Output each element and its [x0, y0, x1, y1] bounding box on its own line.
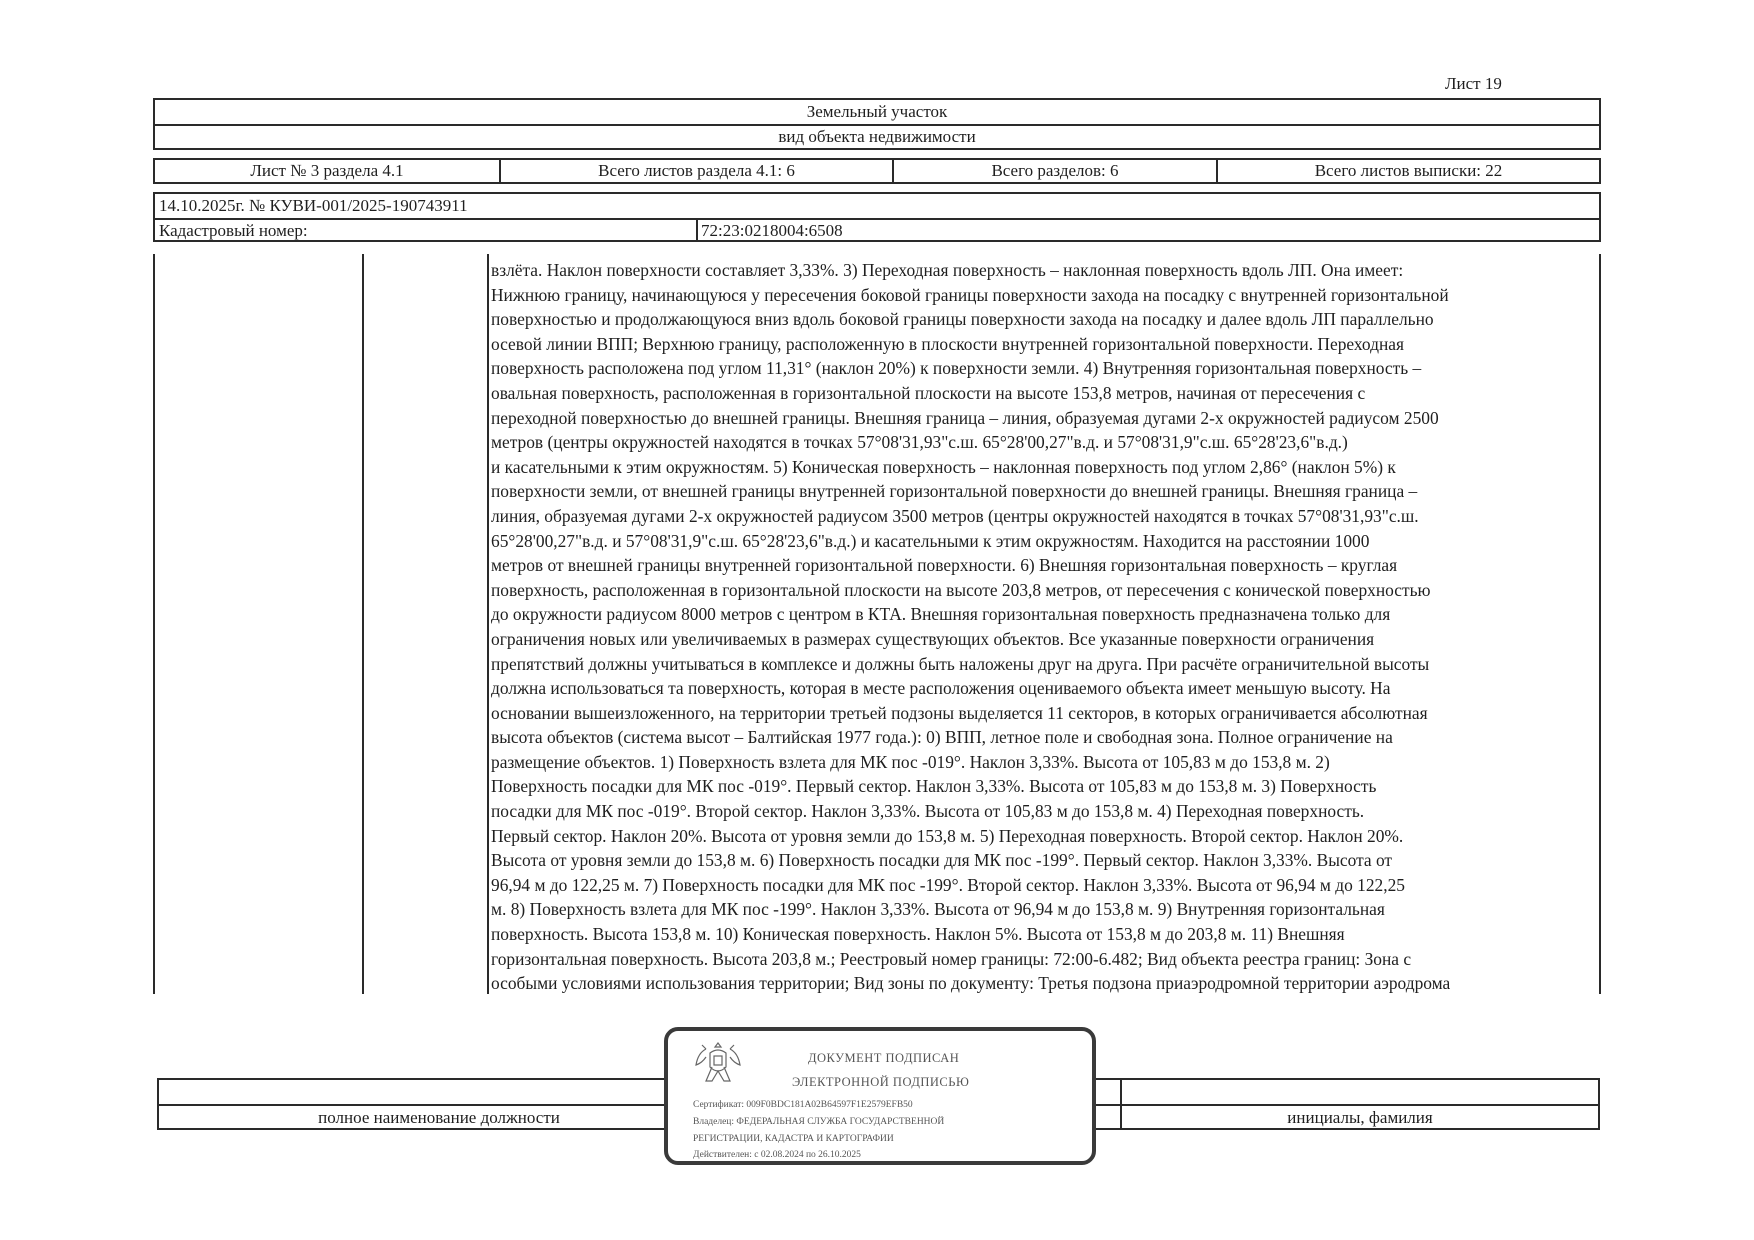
- stamp-validity: Действителен: с 02.08.2024 по 26.10.2025: [693, 1150, 861, 1160]
- table-border-left: [153, 254, 155, 994]
- object-title: Земельный участок: [806, 102, 948, 121]
- object-type-header: [153, 98, 1601, 150]
- sheet-number: Лист 19: [1445, 74, 1502, 93]
- position-label: полное наименование должности: [318, 1108, 560, 1127]
- extract-sheets-total: Всего листов выписки: 22: [1314, 161, 1503, 180]
- double-headed-eagle-icon: [692, 1037, 744, 1093]
- request-number: 14.10.2025г. № КУВИ-001/2025-190743911: [159, 196, 468, 215]
- stamp-owner: Владелец: ФЕДЕРАЛЬНАЯ СЛУЖБА ГОСУДАРСТВЕННОЙ: [693, 1117, 945, 1127]
- document-info: [153, 192, 1601, 242]
- table-column-divider: [362, 254, 364, 994]
- sheet-stats-row: [153, 158, 1601, 184]
- electronic-signature-stamp: [664, 1027, 1096, 1165]
- stamp-certificate: Сертификат: 009F0BDC181A02B64597F1E2579EFB50: [693, 1100, 913, 1110]
- divider: [155, 218, 1599, 220]
- stamp-title-line1: ДОКУМЕНТ ПОДПИСАН: [808, 1051, 960, 1065]
- sections-total: Всего разделов: 6: [894, 160, 1218, 182]
- object-subtitle: вид объекта недвижимости: [778, 127, 976, 146]
- name-label: инициалы, фамилия: [1287, 1108, 1433, 1127]
- stamp-owner-continued: РЕГИСТРАЦИИ, КАДАСТРА И КАРТОГРАФИИ: [693, 1134, 894, 1144]
- sheet-section-number: Лист № 3 раздела 4.1: [155, 160, 501, 182]
- table-column-divider: [487, 254, 489, 994]
- divider: [155, 124, 1599, 126]
- cadastral-number-label: Кадастровый номер:: [159, 221, 308, 240]
- stamp-title-line2: ЭЛЕКТРОННОЙ ПОДПИСЬЮ: [792, 1075, 970, 1089]
- cadastral-number-value: 72:23:0218004:6508: [701, 221, 843, 240]
- section-sheets-total: Всего листов раздела 4.1: 6: [501, 160, 894, 182]
- divider: [696, 218, 698, 240]
- zone-description-text: взлёта. Наклон поверхности составляет 3,33%. 3) Переходная поверхность – наклонная поверхность вдоль ЛП. Она имеет: Нижнюю границу, начинающуюся у пересечения боковой границы поверхности захода на посадку с внутренней горизонтальной поверхностью и продолжающуюся вниз вдоль боковой границы поверхности захода на посадку и далее вдоль ЛП параллельно осевой линии ВПП; Верхнюю границу, расположенную в плоскости внутренней горизонтальной поверхности. Переходная поверхность расположена под углом 11,31° (наклон 20%) к поверхности земли. 4) Внутренняя горизонтальная поверхность – овальная поверхность, расположенная в горизонтальной плоскости на высоте 153,8 метров, начиная от пересечения с переходной поверхностью до внешней границы. Внешняя граница – линия, образуемая дугами 2-х окружностей радиусом 2500 метров (центры окружностей находятся в точках 57°08'31,93"с.ш. 65°28'00,27"в.д. и 57°08'31,9"с.ш. 65°28'23,6"в.д.) и касательными к этим окружностям. 5) Коническая поверхность – наклонная поверхность под углом 2,86° (наклон 5%) к поверхности земли, от внешней границы внутренней горизонтальной поверхности до внешней границы. Внешняя граница – линия, образуемая дугами 2-х окружностей радиусом 3500 метров (центры окружностей находятся в точках 57°08'31,93"с.ш. 65°28'00,27"в.д. и 57°08'31,9"с.ш. 65°28'23,6"в.д.) и касательными к этим окружностям. Находится на расстоянии 1000 метров от внешней границы внутренней горизонтальной поверхности. 6) Внешняя горизонтальная поверхность – круглая поверхность, расположенная в горизонтальной плоскости на высоте 203,8 метров, от пересечения с конической поверхностью до окружности радиусом 8000 метров с центром в КТА. Внешняя горизонтальная поверхность предназначена только для ограничения новых или увеличиваемых в размерах существующих объектов. Все указанные поверхности ограничения препятствий должны учитываться в комплексе и должны быть наложены друг на друга. При расчёте ограничительной высоты должна использоваться та поверхность, которая в месте расположения оцениваемого объекта имеет меньшую высоту. На основании вышеизложенного, на территории третьей подзоны выделяется 11 секторов, в которых ограничивается абсолютная высота объектов (система высот – Балтийская 1977 года.): 0) ВПП, летное поле и свободная зона. Полное ограничение на размещение объектов. 1) Поверхность взлета для МК пос -019°. Наклон 3,33%. Высота от 105,83 м до 153,8 м. 2) Поверхность посадки для МК пос -019°. Первый сектор. Наклон 3,33%. Высота от 105,83 м до 153,8 м. 3) Поверхность посадки для МК пос -019°. Второй сектор. Наклон 3,33%. Высота от 105,83 м до 153,8 м. 4) Переходная поверхность. Первый сектор. Наклон 20%. Высота от уровня земли до 153,8 м. 5) Переходная поверхность. Второй сектор. Наклон 20%. Высота от уровня земли до 153,8 м. 6) Поверхность посадки для МК пос -199°. Первый сектор. Наклон 3,33%. Высота от 96,94 м до 122,25 м. 7) Поверхность посадки для МК пос -199°. Второй сектор. Наклон 3,33%. Высота от 96,94 м до 122,25 м. 8) Поверхность взлета для МК пос -199°. Наклон 3,33%. Высота от 96,94 м до 153,8 м. 9) Внутренняя горизонтальная поверхность. Высота 153,8 м. 10) Коническая поверхность. Наклон 5%. Высота от 153,8 м до 203,8 м. 11) Внешняя горизонтальная поверхность. Высота 203,8 м.; Реестровый номер границы: 72:00-6.482; Вид объекта реестра границ: Зона с особыми условиями использования территории; Вид зоны по документу: Третья подзона приаэродромной территории аэродрома: [491, 260, 1451, 994]
